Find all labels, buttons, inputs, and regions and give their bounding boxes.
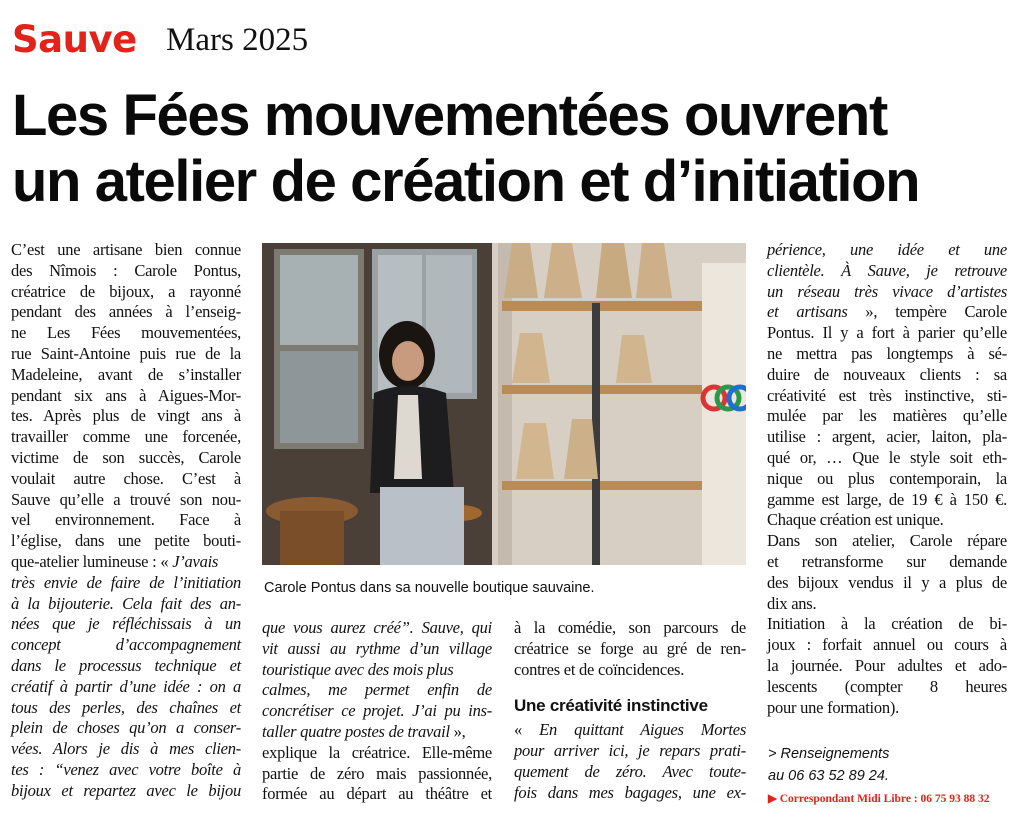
quote-line [262, 701, 492, 722]
subheading: Une créativité instinctive [514, 696, 708, 716]
text-line: lescents (compter 8 heures [767, 676, 1007, 696]
quote-span: fois dans mes bagages, une ex- [514, 782, 746, 802]
quote-line [262, 660, 492, 681]
quote-span: très envie de faire de l’initiation [11, 572, 241, 592]
quote-line [262, 639, 492, 660]
section-kicker: Sauve [12, 18, 137, 61]
quote-span: bijoux et repartez avec le bijou [11, 780, 241, 800]
text-line: des Nîmois : Carole Pontus, [11, 260, 241, 280]
text-line: qué or, … Que le style soit eth- [767, 447, 1007, 467]
text-line: victime de son succès, Carole [11, 447, 241, 467]
text-line: rue Saint-Antoine puis rue de la [11, 343, 241, 363]
quote-span: clientèle. À Sauve, je retrouve [767, 260, 1007, 280]
text-line: formée au départ au théâtre et [262, 784, 492, 804]
quote-span: créatif à partir d’une idée : on a [11, 676, 241, 696]
correspondent-text: Correspondant Midi Libre : 06 75 93 88 32 [779, 793, 990, 805]
text-line: joux : forfait annuel ou cours à [767, 635, 1007, 655]
quote-line [11, 739, 241, 760]
quote-line [514, 762, 746, 783]
quote-line [11, 718, 241, 739]
quote-line [767, 282, 1007, 303]
text-span: « [514, 720, 540, 740]
arrow-icon: > [768, 746, 777, 762]
quote-span: tous des perles, des chaînes et [11, 697, 241, 717]
quote-span: vit aussi au rythme d’un village [262, 638, 492, 658]
quote-line [514, 783, 746, 804]
text-line: Dans son atelier, Carole répare [767, 531, 1007, 551]
text-line: nique ou plus contemporain, la [767, 468, 1007, 488]
text-line: et retransforme sur demande [767, 551, 1007, 571]
text-line: à la comédie, son parcours de [514, 618, 746, 637]
quote-span: concept d’accompagnement [11, 635, 241, 655]
article-photo [262, 243, 746, 565]
text-line: pendant des années à l’enseig- [11, 302, 241, 322]
text-line: travailler comme une forcenée, [11, 427, 241, 447]
quote-line [11, 760, 241, 781]
quote-span: pour arriver ici, je repars prati- [514, 740, 746, 760]
quote-line [514, 741, 746, 762]
quote-span: un réseau très vivace d’artistes [767, 281, 1007, 301]
text-line: ne mettra pas longtemps à sé- [767, 343, 1007, 363]
text-line: créativité est très instinctive, sti- [767, 385, 1007, 405]
info-label [768, 746, 889, 762]
quote-span: et artisans [767, 302, 848, 322]
quote-span: concrétiser ce projet. J’ai pu ins- [262, 701, 492, 721]
text-line: Chaque création est unique. [767, 510, 944, 530]
boutique-photo-illustration [262, 243, 746, 565]
text-line: créatrice de bijoux, a rayonné [11, 281, 241, 301]
text-span: que-atelier lumineuse : « [11, 551, 173, 571]
quote-span: taller quatre postes de travail [262, 721, 450, 741]
text-line: ne Les Fées mouvementées, [11, 323, 241, 343]
quote-line [11, 614, 241, 635]
text-line: gamme est large, de 19 € à 150 €. [767, 489, 1007, 509]
text-line: mulée par les matières qu’elle [767, 406, 1007, 426]
quote-span: J’avais [172, 551, 219, 571]
quote-span: que vous aurez créé”. Sauve, qui [262, 618, 492, 637]
text-line: dix ans. [767, 593, 817, 613]
quote-line [11, 656, 241, 677]
text-line: pendant six ans à Aigues-Mor- [11, 385, 241, 405]
quote-span: calmes, me permet enfin de [262, 680, 492, 700]
quote-span: vées. Alors je dis à mes clien- [11, 739, 241, 759]
play-icon: ▶ [768, 793, 777, 805]
article-column-1 [11, 240, 241, 802]
text-line: Madeleine, avant de s’installer [11, 364, 241, 384]
quote-line [767, 240, 1007, 261]
text-line: tes. Après plus de vingt ans à [11, 406, 241, 426]
text-span: », [449, 721, 466, 741]
text-line: Initiation à la création de bi- [767, 614, 1007, 634]
issue-date: Mars 2025 [166, 22, 309, 58]
text-line [11, 552, 241, 573]
quote-span: périence, une idée et une [767, 240, 1007, 259]
quote-line [262, 618, 492, 639]
quote-line [514, 720, 746, 741]
quote-line [11, 698, 241, 719]
info-label-text: Renseignements [780, 746, 890, 762]
text-line: des bijoux vendus il y a plus de [767, 572, 1007, 592]
photo-caption: Carole Pontus dans sa nouvelle boutique sauvaine. [264, 580, 595, 596]
text-span: », tempère Carole [847, 302, 1007, 322]
quote-span: En quittant Aigues Mortes [539, 720, 746, 740]
text-line: Sauve qu’elle a trouvé son nou- [11, 489, 241, 509]
text-line: créatrice se forge au gré de ren- [514, 638, 746, 658]
article-column-3 [514, 618, 746, 803]
correspondent-line [768, 791, 990, 805]
quote-line [262, 680, 492, 701]
text-line: partie de zéro mais passionnée, [262, 763, 492, 783]
text-line: la journée. Pour adultes et ado- [767, 655, 1007, 675]
text-line [262, 722, 492, 743]
quote-line [11, 677, 241, 698]
quote-span: nées que je réfléchissais à un [11, 614, 241, 634]
text-line: vel environnement. Face à [11, 510, 241, 530]
text-line [767, 302, 1007, 323]
text-line: pour une formation). [767, 697, 900, 717]
text-line: explique la créatrice. Elle-même [262, 742, 492, 762]
quote-line [767, 261, 1007, 282]
article-column-4 [767, 240, 1007, 718]
headline-line-1: Les Fées mouvementées ouvrent [12, 83, 887, 148]
quote-span: plein de choses qu’on a conser- [11, 718, 241, 738]
quote-span: dans le processus technique et [11, 655, 241, 675]
text-line: l’église, dans une petite bouti- [11, 531, 241, 551]
quote-span: à la bijouterie. Cela fait des an- [11, 593, 241, 613]
quote-line [11, 573, 241, 594]
text-line: duire de nouveaux clients : sa [767, 364, 1007, 384]
quote-line [11, 635, 241, 656]
quote-span: tes : “venez avec votre boîte à [11, 759, 241, 779]
info-phone: au 06 63 52 89 24. [768, 768, 889, 784]
text-line: Pontus. Il y a fort à parier qu’elle [767, 323, 1007, 343]
quote-line [11, 781, 241, 802]
text-line: voulait autre chose. C’est à [11, 468, 241, 488]
article-column-2 [262, 618, 492, 805]
headline-line-2: un atelier de création et d’initiation [12, 149, 920, 214]
text-line: utilise : argent, acier, laiton, pla- [767, 427, 1007, 447]
quote-span: quement de zéro. Avec toute- [514, 761, 746, 781]
text-line: contres et de coïncidences. [514, 659, 685, 679]
text-line: C’est une artisane bien connue [11, 240, 241, 259]
quote-span: touristique avec des mois plus [262, 659, 454, 679]
quote-line [11, 594, 241, 615]
